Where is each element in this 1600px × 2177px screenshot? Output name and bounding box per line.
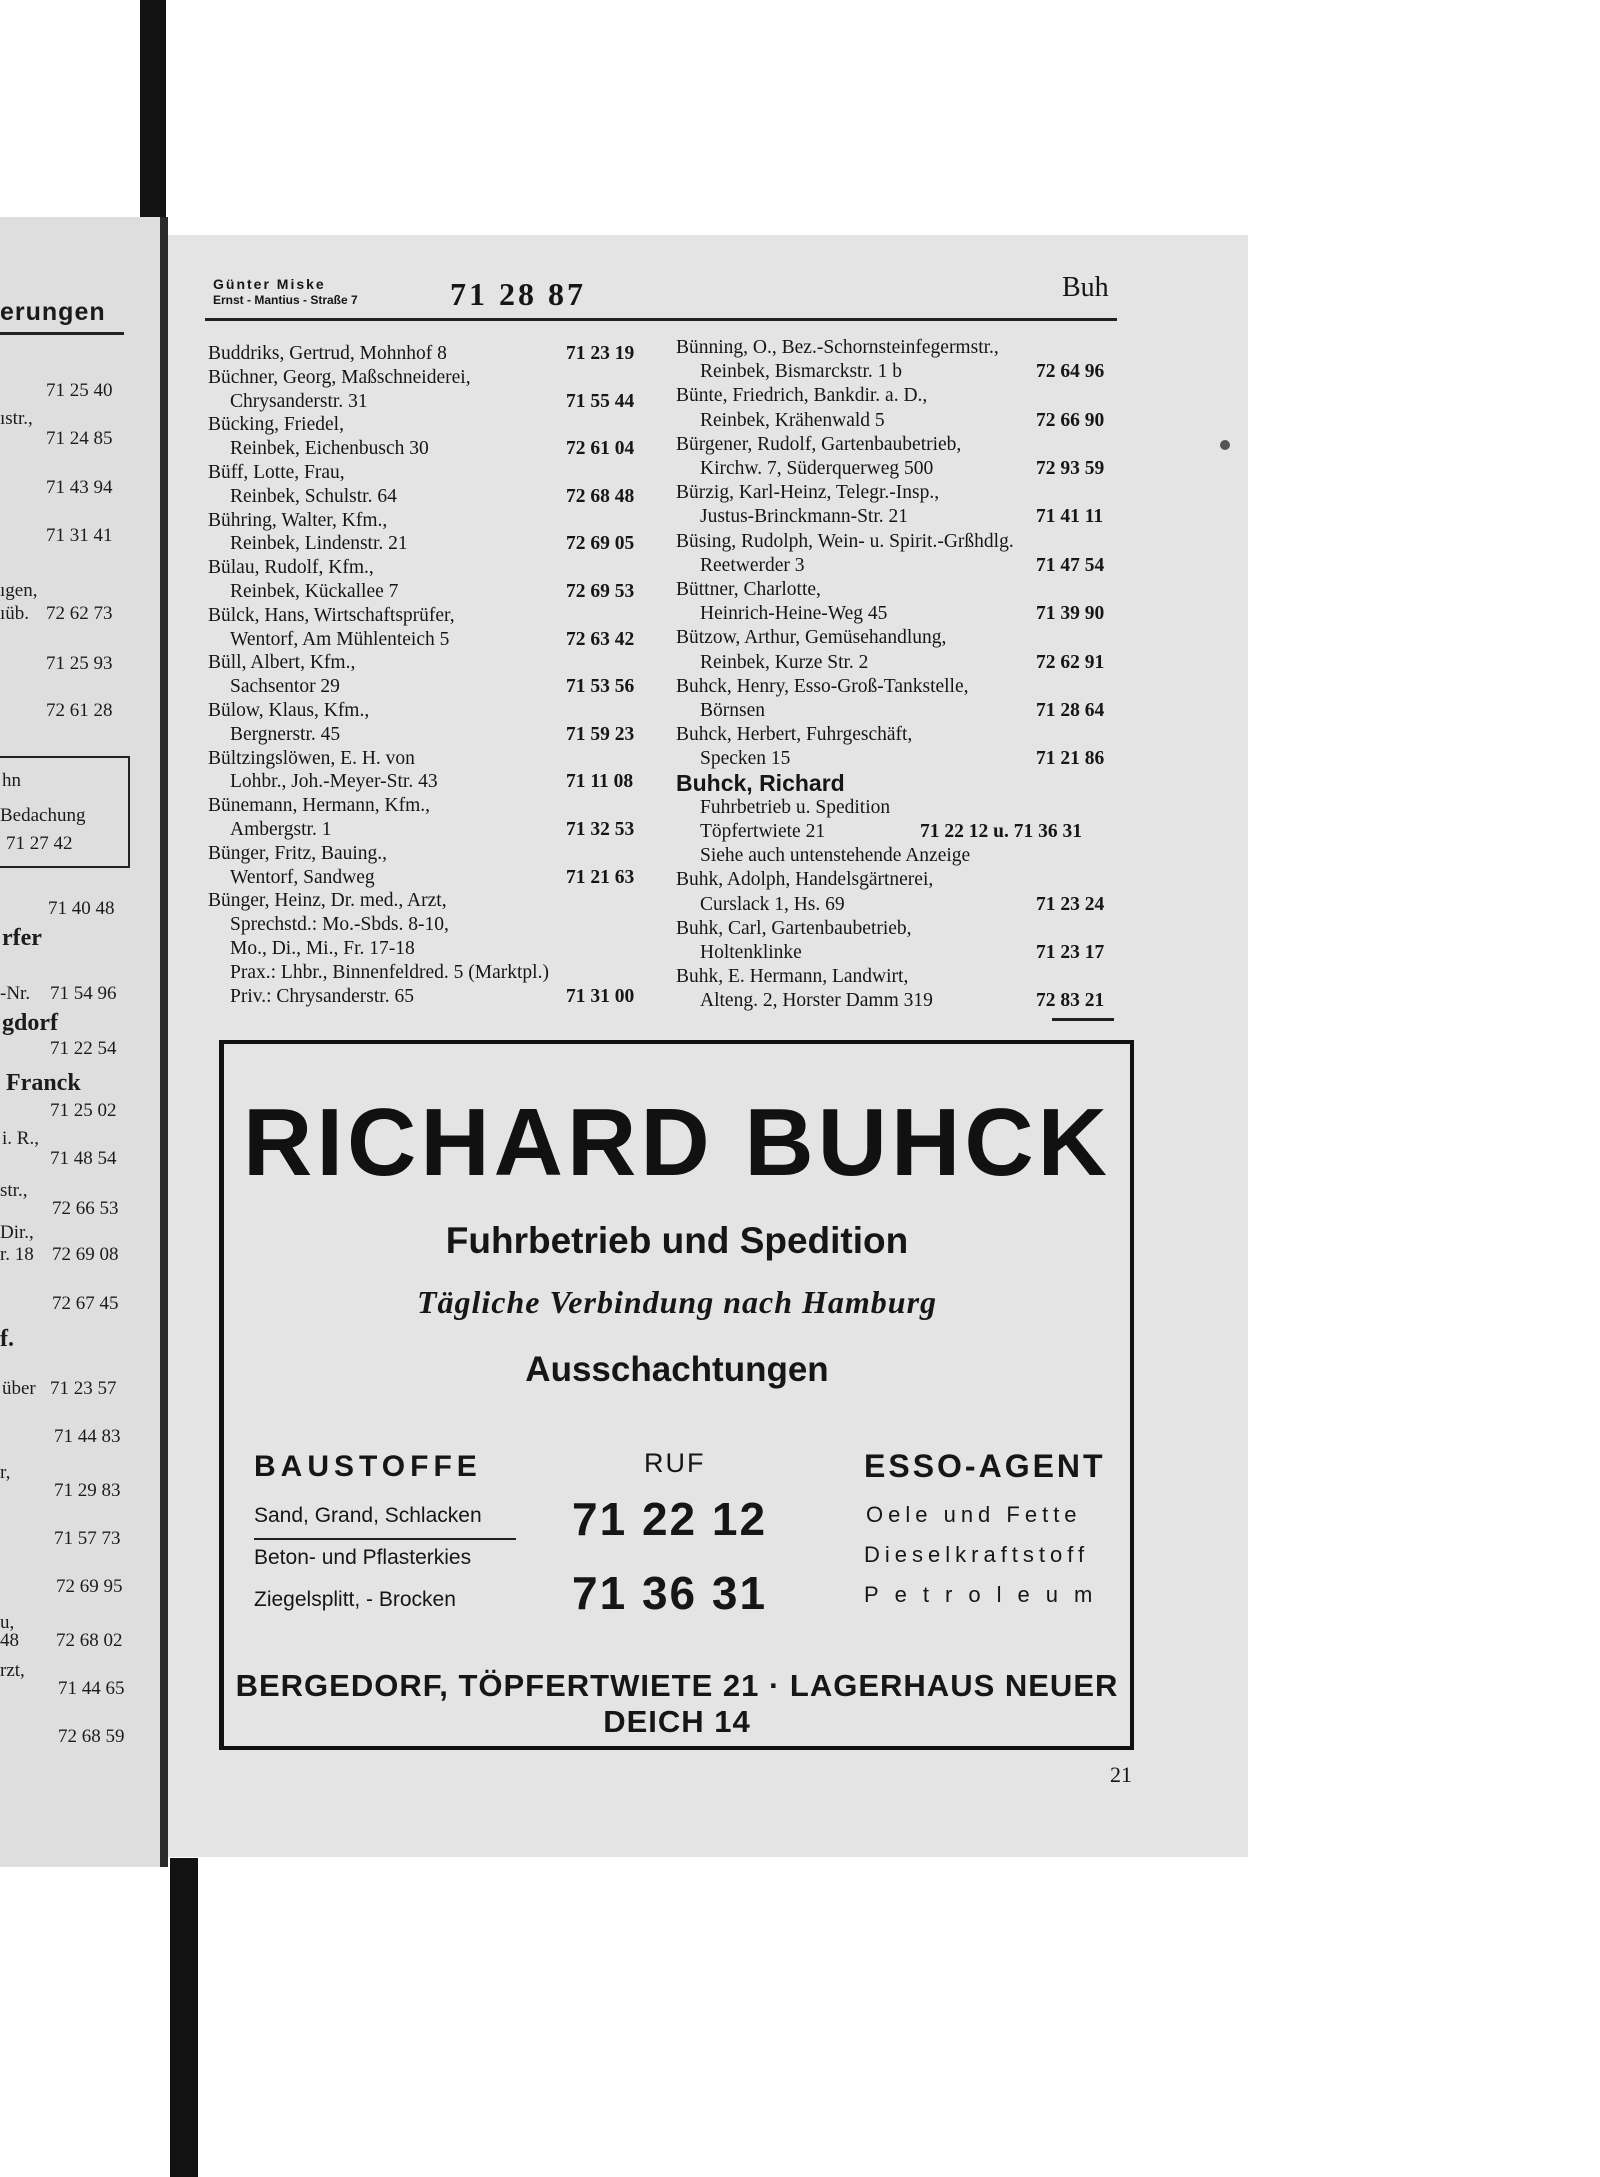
phone-number: 72 64 96 (1036, 361, 1105, 383)
phone-number: 71 23 19 (566, 343, 635, 364)
left-page-fragment: 71 54 96 (50, 983, 117, 1004)
directory-text: Bücking, Friedel, (208, 414, 344, 436)
left-page-fragment: r, (0, 1462, 11, 1483)
left-page-fragment: 72 67 45 (52, 1293, 119, 1314)
directory-text: Reetwerder 3 (700, 554, 805, 576)
left-page-fragment: 71 23 57 (50, 1378, 117, 1399)
left-page-heading: erungen (0, 298, 106, 326)
directory-line (700, 505, 908, 528)
left-page-fragment: 71 22 54 (50, 1038, 117, 1059)
directory-line (230, 675, 340, 698)
left-page-fragment: 71 40 48 (48, 898, 115, 919)
left-page-fragment: Dir., (0, 1222, 34, 1243)
phone-number: 71 59 23 (566, 723, 635, 745)
left-heading-rule (0, 332, 124, 335)
phone-number: 72 68 48 (566, 485, 635, 507)
left-page-fragment: -Nr. (0, 983, 31, 1004)
left-page-fragment: 71 43 94 (46, 477, 113, 498)
directory-text: Alteng. 2, Horster Damm 319 (700, 990, 933, 1012)
directory-line (208, 461, 345, 484)
directory-line (230, 961, 549, 984)
directory-line (208, 889, 447, 912)
directory-text: Prax.: Lhbr., Binnenfeldred. 5 (Marktpl.) (230, 961, 549, 983)
left-page-fragment: Franck (6, 1070, 81, 1096)
directory-line (230, 770, 438, 793)
directory-text: Fuhrbetrieb u. Spedition (700, 796, 891, 818)
directory-line (208, 842, 387, 865)
directory-text: Reinbek, Bismarckstr. 1 b (700, 361, 903, 383)
directory-text: Lohbr., Joh.-Meyer-Str. 43 (230, 771, 438, 793)
phone-number: 72 62 91 (1036, 651, 1105, 673)
directory-text: Reinbek, Eichenbusch 30 (230, 438, 429, 460)
page-speck (1220, 440, 1230, 450)
directory-text: Reinbek, Kurze Str. 2 (700, 651, 869, 673)
directory-text: Justus-Brinckmann-Str. 21 (700, 506, 908, 528)
directory-text: Reinbek, Lindenstr. 21 (230, 533, 408, 555)
ad-product: Dieselkraftstoff (864, 1542, 1090, 1567)
directory-text: Curslack 1, Hs. 69 (700, 893, 845, 915)
directory-line (676, 530, 1014, 553)
directory-text: Bürzig, Karl-Heinz, Telegr.-Insp., (676, 482, 940, 504)
directory-text: Sachsentor 29 (230, 676, 340, 698)
directory-text: Buhk, Carl, Gartenbaubetrieb, (676, 917, 912, 939)
left-page-fragment: 48 (0, 1630, 19, 1651)
ad-phone-label: RUF (644, 1448, 706, 1478)
left-page-fragment: str., (0, 1180, 28, 1201)
phone-number: 72 61 04 (566, 438, 635, 460)
directory-line (230, 485, 397, 508)
left-page-fragment: f. (0, 1326, 14, 1352)
phone-number: 71 23 17 (1036, 942, 1105, 963)
directory-text: Töpfertwiete 21 (700, 821, 826, 842)
ad-phone-number: 71 22 12 (572, 1493, 768, 1545)
directory-text: Bünning, O., Bez.-Schornsteinfegermstr., (676, 337, 999, 358)
directory-text: Bühring, Walter, Kfm., (208, 509, 388, 531)
ad-esso-heading: ESSO-AGENT (864, 1448, 1106, 1484)
ad-material: Ziegelsplitt, - Brocken (254, 1588, 456, 1611)
phone-number: 71 53 56 (566, 676, 635, 698)
directory-text: Specken 15 (700, 748, 791, 770)
directory-line (676, 723, 912, 746)
left-page-fragment: hn (2, 770, 21, 791)
directory-line (700, 651, 868, 674)
left-page-fragment: r. 18 (0, 1244, 34, 1265)
directory-line (676, 433, 961, 456)
directory-text: Siehe auch untenstehende Anzeige (700, 845, 971, 867)
directory-line (208, 556, 374, 579)
directory-line (700, 796, 890, 819)
directory-line (676, 626, 946, 649)
directory-line (230, 913, 449, 936)
directory-text: Bergnerstr. 45 (230, 723, 341, 745)
publisher-phone: 71 28 87 (450, 276, 586, 312)
directory-line (700, 989, 933, 1012)
ad-daily-service: Tägliche Verbindung nach Hamburg (416, 1284, 938, 1320)
directory-name-heading: Buhck, Richard (676, 769, 845, 796)
phone-number: 71 32 53 (566, 819, 635, 840)
phone-number: 71 21 63 (566, 866, 635, 888)
publisher-name: Günter Miske (213, 276, 326, 292)
directory-text: Bünte, Friedrich, Bankdir. a. D., (676, 385, 928, 407)
directory-text: Bülck, Hans, Wirtschaftsprüfer, (208, 604, 455, 626)
phone-number: 72 69 53 (566, 581, 635, 602)
directory-text: Priv.: Chrysanderstr. 65 (230, 985, 414, 1007)
directory-line (676, 675, 969, 698)
directory-text: Bülau, Rudolf, Kfm., (208, 557, 374, 579)
ad-product: Petroleum (864, 1582, 1109, 1607)
left-page-fragment: gdorf (2, 1010, 58, 1036)
directory-line (676, 868, 933, 891)
left-page-fragment: 71 25 93 (46, 653, 113, 674)
left-page-fragment: 72 69 95 (56, 1576, 123, 1597)
directory-text: Bünger, Heinz, Dr. med., Arzt, (208, 890, 447, 912)
directory-text: Buhck, Herbert, Fuhrgeschäft, (676, 724, 913, 746)
directory-line (208, 509, 387, 532)
left-page-fragment: 72 61 28 (46, 700, 113, 721)
binder-clip-bottom (170, 1858, 198, 2177)
phone-number: 72 66 90 (1036, 409, 1105, 431)
directory-line (700, 747, 790, 770)
directory-line (208, 413, 344, 436)
phone-number: 71 39 90 (1036, 603, 1105, 625)
directory-line (230, 390, 368, 413)
binder-clip-top (140, 0, 166, 222)
left-page-fragment: 71 27 42 (6, 833, 73, 854)
phone-number: 71 21 86 (1036, 748, 1105, 770)
directory-line (230, 532, 408, 555)
phone-number: 71 11 08 (566, 771, 634, 793)
directory-text: Büff, Lotte, Frau, (208, 462, 345, 483)
directory-text: Buhk, Adolph, Handelsgärtnerei, (676, 869, 934, 891)
directory-line (676, 965, 908, 988)
directory-line (208, 794, 430, 817)
directory-text: Reinbek, Kückallee 7 (230, 581, 399, 602)
directory-text: Kirchw. 7, Süderquerweg 500 (700, 458, 934, 479)
directory-line (230, 985, 414, 1008)
phone-number: 71 41 11 (1036, 506, 1104, 528)
left-page-fragment: u, (0, 1612, 15, 1633)
directory-text: Bünger, Fritz, Bauing., (208, 842, 388, 864)
ad-title: RICHARD BUHCK (243, 1089, 1111, 1196)
directory-line (230, 937, 415, 960)
directory-line (230, 437, 429, 460)
left-page-fragment: Bedachung (0, 805, 86, 826)
directory-line (700, 844, 970, 867)
directory-line (700, 457, 933, 480)
directory-text: Ambergstr. 1 (230, 819, 332, 840)
left-page-fragment: ıgen, (0, 580, 38, 601)
directory-line (230, 866, 375, 889)
column-end-rule (1052, 1018, 1114, 1021)
left-page-fragment: 72 68 59 (58, 1726, 125, 1747)
directory-text: Büttner, Charlotte, (676, 579, 821, 600)
advertisement (219, 1040, 1134, 1750)
directory-line (676, 336, 999, 359)
directory-line (208, 604, 455, 627)
directory-text: Buddriks, Gertrud, Mohnhof 8 (208, 343, 447, 364)
directory-line (208, 342, 447, 365)
directory-line (676, 769, 845, 797)
directory-line (700, 360, 902, 383)
phone-number: 72 83 21 (1036, 990, 1105, 1012)
publisher-address: Ernst - Mantius - Straße 7 (213, 293, 358, 307)
left-page-fragment: ıstr., (0, 408, 33, 429)
ad-product: Oele und Fette (866, 1502, 1082, 1527)
directory-text: Wentorf, Am Mühlenteich 5 (230, 628, 450, 650)
phone-number: 71 22 12 u. 71 36 31 (920, 821, 1082, 842)
ad-subtitle: Fuhrbetrieb und Spedition (445, 1220, 909, 1261)
phone-number: 71 47 54 (1036, 554, 1105, 576)
directory-line (208, 651, 355, 674)
left-page-fragment: 72 68 02 (56, 1630, 123, 1651)
left-page-fragment: 71 48 54 (50, 1148, 117, 1169)
left-page-fragment: 71 44 65 (58, 1678, 125, 1699)
page-number: 21 (1110, 1762, 1132, 1787)
directory-text: Bürgener, Rudolf, Gartenbaubetrieb, (676, 433, 962, 455)
section-label: Buh (1062, 272, 1109, 303)
left-page-fragment: 72 62 73 (46, 603, 113, 624)
directory-text: Mo., Di., Mi., Fr. 17-18 (230, 938, 415, 959)
phone-number: 71 31 00 (566, 985, 635, 1007)
directory-text: Bünemann, Hermann, Kfm., (208, 795, 431, 817)
phone-number: 71 28 64 (1036, 700, 1105, 721)
directory-line (208, 699, 369, 722)
directory-text: Chrysanderstr. 31 (230, 390, 368, 412)
directory-text: Buhck, Henry, Esso-Groß-Tankstelle, (676, 675, 969, 697)
header-rule (205, 318, 1117, 321)
directory-line (700, 820, 825, 843)
directory-line (700, 602, 887, 625)
directory-text: Reinbek, Schulstr. 64 (230, 485, 397, 507)
directory-line (230, 723, 340, 746)
directory-text: Holtenklinke (700, 942, 802, 963)
directory-line (676, 578, 821, 601)
ad-material-rule (254, 1538, 516, 1540)
left-page-fragment: über (2, 1378, 36, 1399)
left-page-fragment: 71 25 02 (50, 1100, 117, 1121)
directory-text: Börnsen (700, 700, 765, 721)
ad-building-materials-heading: BAUSTOFFE (254, 1450, 482, 1483)
ad-excavation: Ausschachtungen (525, 1350, 829, 1389)
directory-line (700, 554, 805, 577)
directory-text: Reinbek, Krähenwald 5 (700, 409, 885, 431)
phone-number: 71 23 24 (1036, 893, 1105, 915)
directory-line (208, 747, 415, 770)
phone-number: 72 69 05 (566, 533, 635, 555)
directory-line (208, 366, 471, 389)
left-page-fragment: 72 69 08 (52, 1244, 119, 1265)
left-page-fragment: i. R., (2, 1128, 39, 1149)
left-page-fragment: 71 24 85 (46, 428, 113, 449)
phone-number: 72 93 59 (1036, 458, 1105, 479)
ad-footer-address: BERGEDORF, TÖPFERTWIETE 21 · LAGERHAUS NEUER DEICH 14 (235, 1668, 1119, 1739)
left-page-fragment: ıüb. (0, 603, 30, 624)
directory-line (700, 409, 885, 432)
left-page-fragment: 71 57 73 (54, 1528, 121, 1549)
directory-line (676, 384, 927, 407)
left-page-fragment: 71 29 83 (54, 1480, 121, 1501)
directory-line (700, 941, 802, 964)
phone-number: 72 63 42 (566, 628, 635, 650)
left-page-fragment: 71 25 40 (46, 380, 113, 401)
directory-text: Büchner, Georg, Maßschneiderei, (208, 366, 471, 388)
directory-line (230, 818, 331, 841)
ad-material: Sand, Grand, Schlacken (254, 1504, 482, 1527)
ad-phone-number: 71 36 31 (572, 1567, 768, 1619)
left-page-fragment: rzt, (0, 1660, 25, 1681)
directory-line (700, 893, 845, 916)
directory-text: Wentorf, Sandweg (230, 866, 375, 888)
phone-number: 71 55 44 (566, 390, 635, 412)
directory-text: Büll, Albert, Kfm., (208, 652, 356, 674)
directory-text: Bützow, Arthur, Gemüsehandlung, (676, 627, 947, 649)
left-page-fragment: 71 31 41 (46, 525, 113, 546)
directory-text: Sprechstd.: Mo.-Sbds. 8-10, (230, 914, 449, 936)
directory-line (700, 699, 765, 722)
directory-text: Büsing, Rudolph, Wein- u. Spirit.-Grßhdlg. (676, 530, 1014, 552)
book-gutter (160, 217, 168, 1867)
directory-text: Bülow, Klaus, Kfm., (208, 700, 370, 721)
directory-line (676, 481, 939, 504)
directory-text: Bültzingslöwen, E. H. von (208, 747, 415, 769)
directory-text: Heinrich-Heine-Weg 45 (700, 603, 888, 625)
left-page-fragment: 71 44 83 (54, 1426, 121, 1447)
left-page-fragment: 72 66 53 (52, 1198, 119, 1219)
left-page-fragment: rfer (2, 925, 42, 951)
directory-text: Buhk, E. Hermann, Landwirt, (676, 966, 909, 988)
directory-line (230, 580, 398, 603)
ad-material: Beton- und Pflasterkies (254, 1546, 472, 1569)
directory-line (230, 628, 449, 651)
directory-line (676, 917, 912, 940)
